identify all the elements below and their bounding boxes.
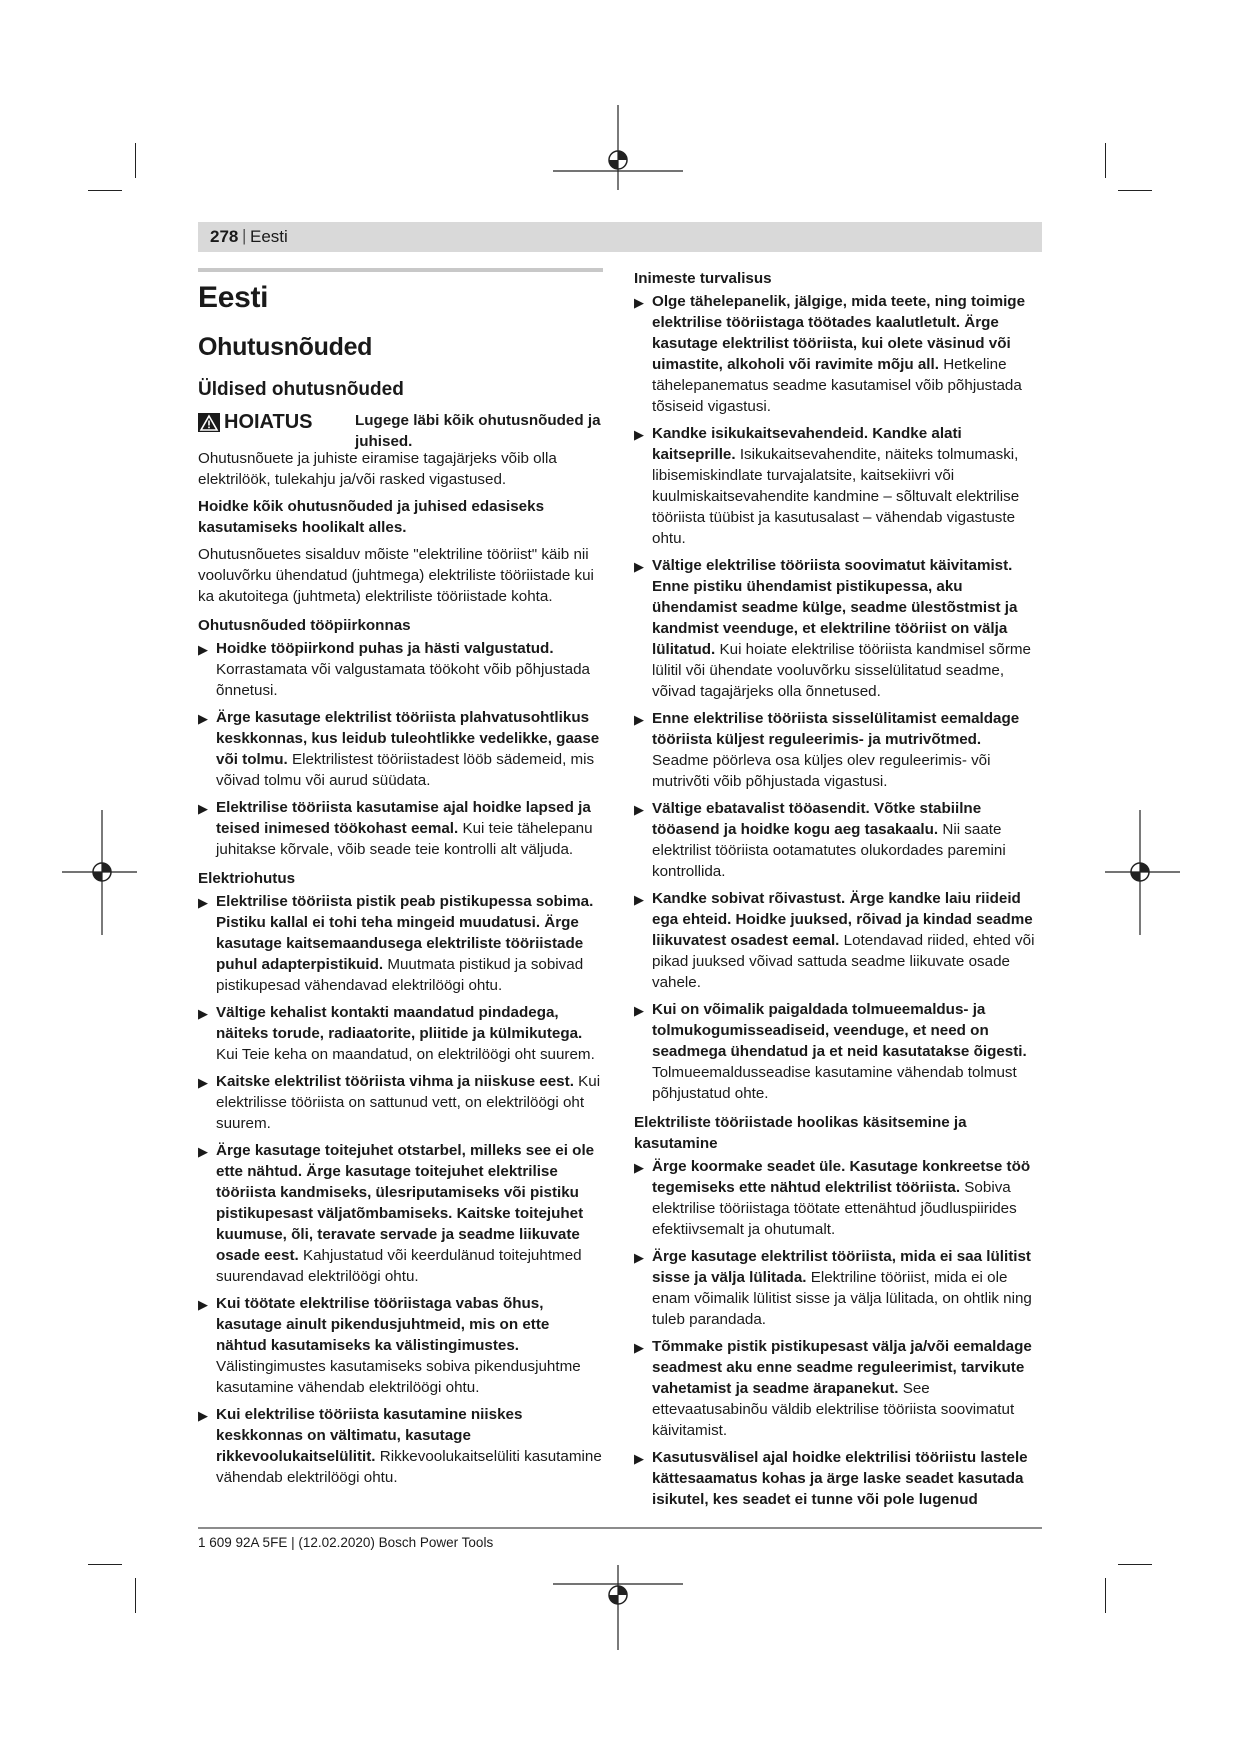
list-item — [198, 891, 603, 996]
list-item — [198, 638, 603, 701]
people-heading: Inimeste turvalisus — [634, 270, 772, 287]
item-bold: Kui on võimalik paigaldada tolmueemaldus- ja tolmukogumisseadiseid, veenduge, et need on seadmega ühendatud ja et neid kasutatakse õigesti. — [652, 1001, 1027, 1060]
triangle-bullet-icon: ▶ — [634, 1003, 644, 1018]
triangle-bullet-icon: ▶ — [634, 802, 644, 817]
definition-paragraph: Ohutusnõuetes sisalduv mõiste "elektriline tööriist" käib nii vooluvõrku ühendatud (juhtmega) elektriliste tööriistade kui ka akutoitega (juhtmeta) elektriliste tööriistade kohta. — [198, 546, 594, 605]
list-item — [198, 1293, 603, 1398]
list-item — [198, 797, 603, 860]
item-text: Kui hoiate elektrilise tööriista kandmisel sõrme lülitil või ühendate vooluvõrku sisselülitatud seadme, võivad tagajärjeks olla õnnetused. — [652, 641, 1031, 700]
page-number: 278 — [210, 227, 239, 246]
list-item — [198, 1140, 603, 1287]
item-bold: Ärge kasutage elektrilist tööriista, mida ei saa lülitist sisse ja välja lülitada. — [652, 1248, 1031, 1286]
warning-label — [198, 412, 313, 433]
list-item — [634, 888, 1040, 993]
item-text: Hetkeline tähelepanematus seadme kasutamisel võib põhjustada tõsiseid vigastusi. — [652, 356, 1022, 415]
item-bold: Kui töötate elektrilise tööriistaga vabas õhus, kasutage ainult pikendusjuhtmeid, mis on ette nähtud kasutamiseks ka välistingimustes. — [216, 1295, 550, 1354]
list-item — [634, 423, 1040, 549]
list-item — [634, 999, 1040, 1104]
item-text: Isikukaitsevahendite, näiteks tolmumaski, libisemiskindlate turvajalatsite, kaitsekiivri või kuulmiskaitsevahendite kandmine – sõltuvalt elektrilise tööriista tüübist ja kasutusalast – vähendab vigastuste ohtu. — [652, 446, 1020, 547]
item-bold: Kasutusvälisel ajal hoidke elektrilisi tööriistu lastele kättesaamatus kohas ja ärge laske seadet kasutada isikutel, kes seadet ei tunne või pole lugenud — [652, 1449, 1028, 1508]
item-text: Tolmueemaldusseadise kasutamine vähendab tolmust põhjustatud ohte. — [652, 1064, 1017, 1102]
list-item — [198, 1071, 603, 1134]
item-text: Korrastamata või valgustamata töökoht võib põhjustada õnnetusi. — [216, 661, 590, 699]
triangle-bullet-icon: ▶ — [634, 1160, 644, 1175]
triangle-bullet-icon: ▶ — [634, 892, 644, 907]
electric-list — [198, 891, 603, 1488]
crop-mark — [88, 190, 122, 191]
item-bold: Ärge koormake seadet üle. Kasutage konkreetse töö tegemiseks ette nähtud elektrilist tööriista. — [652, 1158, 1031, 1196]
warning-label-text: HOIATUS — [224, 411, 313, 433]
triangle-bullet-icon: ▶ — [198, 711, 208, 726]
item-text: Lotendavad riided, ehted või pikad juuksed võivad sattuda seadme liikuvate osade vahele. — [652, 932, 1035, 991]
triangle-bullet-icon: ▶ — [198, 1144, 208, 1159]
handling-heading: Elektriliste tööriistade hoolikas käsitsemine ja kasutamine — [634, 1114, 967, 1152]
item-bold: Olge tähelepanelik, jälgige, mida teete, ning toimige elektrilise tööriistaga töötades kaalutletult. Ärge kasutage elektrilist tööriista, kui olete väsinud või uimastite, alkoholi või ravimite mõju all. — [652, 293, 1026, 373]
crop-mark — [135, 143, 136, 178]
warning-block — [198, 410, 603, 452]
item-bold: Enne elektrilise tööriista sisselülitamist eemaldage tööriista küljest reguleerimis- ja mutrivõtmed. — [652, 710, 1020, 748]
triangle-bullet-icon: ▶ — [198, 642, 208, 657]
item-bold: Tõmmake pistik pistikupesast välja ja/või eemaldage seadmest aku enne seadme reguleerimist, tarvikute vahetamist ja seadme ärapanekut. — [652, 1338, 1032, 1397]
item-text: Välistingimustes kasutamiseks sobiva pikendusjuhtme kasutamine vähendab elektrilöögi ohtu. — [216, 1358, 581, 1396]
triangle-bullet-icon: ▶ — [198, 1297, 208, 1312]
triangle-bullet-icon: ▶ — [198, 801, 208, 816]
registration-mark-icon — [1105, 810, 1180, 935]
triangle-bullet-icon: ▶ — [634, 1340, 644, 1355]
triangle-bullet-icon: ▶ — [198, 895, 208, 910]
workplace-heading: Ohutusnõuded tööpiirkonnas — [198, 617, 411, 634]
list-item — [634, 1447, 1040, 1510]
warning-bold-text: Lugege läbi kõik ohutusnõuded ja juhised. — [355, 412, 601, 450]
item-bold: Hoidke tööpiirkond puhas ja hästi valgustatud. — [216, 640, 554, 657]
people-list — [634, 291, 1040, 1104]
page-title: Eesti — [198, 281, 269, 314]
list-item — [634, 1246, 1040, 1330]
triangle-bullet-icon: ▶ — [634, 559, 644, 574]
triangle-bullet-icon: ▶ — [198, 1408, 208, 1423]
crop-mark — [88, 1564, 122, 1565]
list-item — [634, 1336, 1040, 1441]
left-column — [198, 268, 603, 1494]
list-item — [198, 1002, 603, 1065]
workplace-list — [198, 638, 603, 860]
registration-mark-icon — [62, 810, 137, 935]
item-bold: Vältige elektrilise tööriista soovimatut käivitamist. Enne pistiku ühendamist pistikupessa, aku ühendamist seadme külge, seadme ülestõstmist ja kandmist veenduge, et elektriline tööriist on välja lülitatud. — [652, 557, 1018, 658]
header-separator: | — [242, 226, 247, 245]
item-text: See ettevaatusabinõu väldib elektrilise tööriista soovimatut käivitamist. — [652, 1380, 1015, 1439]
item-bold: Elektrilise tööriista kasutamise ajal hoidke lapsed ja teised inimesed töökohast eemal. — [216, 799, 591, 837]
crop-mark — [1105, 1578, 1106, 1613]
item-text: Sobiva elektrilise tööriistaga töötate ettenähtud jõudluspiirides efektiivsemalt ja ohutumalt. — [652, 1179, 1017, 1238]
triangle-bullet-icon: ▶ — [198, 1006, 208, 1021]
keep-instructions: Hoidke kõik ohutusnõuded ja juhised edasiseks kasutamiseks hoolikalt alles. — [198, 498, 545, 536]
warning-body: Ohutusnõuete ja juhiste eiramise tagajärjeks võib olla elektrilöök, tulekahju ja/või rasked vigastused. — [198, 450, 557, 488]
item-bold: Vältige kehalist kontakti maandatud pindadega, näiteks torude, radiaatorite, pliitide ja külmikutega. — [216, 1004, 583, 1042]
page-header — [198, 222, 1042, 252]
crop-mark — [1105, 143, 1106, 178]
list-item — [634, 708, 1040, 792]
list-item — [634, 291, 1040, 417]
footer-rule — [198, 1527, 1042, 1529]
subsection-heading: Üldised ohutusnõuded — [198, 379, 404, 400]
item-text: Elektrilistest tööriistadest lööb sädemeid, mis võivad tolmu või aurud süüdata. — [216, 751, 595, 789]
list-item — [634, 798, 1040, 882]
item-bold: Kandke sobivat rõivastust. Ärge kandke laiu riideid ega ehteid. Hoidke juuksed, rõivad ja kindad seadme liikuvatest osadest eemal. — [652, 890, 1033, 949]
item-text: Elektriline tööriist, mida ei ole enam võimalik lülitist sisse ja välja lülitada, on ohtlik ning tuleb parandada. — [652, 1269, 1032, 1328]
triangle-bullet-icon: ▶ — [634, 427, 644, 442]
list-item — [198, 1404, 603, 1488]
crop-mark — [1118, 190, 1152, 191]
item-bold: Ärge kasutage toitejuhet otstarbel, milleks see ei ole ette nähtud. Ärge kasutage toitejuhet elektrilise tööriista kandmiseks, ülesriputamiseks või pistiku pistikupesast väljatõmbamiseks. Kaitske toitejuhet kuumuse, õli, teravate servade ja seadme liikuvate osade eest. — [216, 1142, 595, 1264]
item-text: Kui Teie keha on maandatud, on elektrilöögi oht suurem. — [216, 1046, 595, 1063]
header-language: Eesti — [250, 227, 288, 246]
crop-mark — [1118, 1564, 1152, 1565]
item-text: Kui elektrilisse tööriista on sattunud vett, on elektrilöögi oht suurem. — [216, 1073, 601, 1132]
item-text: Nii saate elektrilist tööriista ootamatutes olukordades paremini kontrollida. — [652, 821, 1006, 880]
triangle-bullet-icon: ▶ — [198, 1075, 208, 1090]
warning-triangle-icon — [198, 413, 220, 432]
item-text: Rikkevoolukaitselüliti kasutamine vähendab elektrilöögi ohtu. — [216, 1448, 602, 1486]
item-bold: Elektrilise tööriista pistik peab pistikupessa sobima. Pistiku kallal ei tohi teha mingeid muudatusi. Ärge kasutage kaitsemaandusega elektriliste tööriistade puhul adapterpistikuid. — [216, 893, 594, 973]
triangle-bullet-icon: ▶ — [634, 712, 644, 727]
registration-mark-icon — [553, 1565, 683, 1650]
list-item — [198, 707, 603, 791]
triangle-bullet-icon: ▶ — [634, 1451, 644, 1466]
item-text: Seadme pöörleva osa küljes olev reguleerimis- või mutrivõti võib põhjustada vigastusi. — [652, 752, 991, 790]
crop-mark — [135, 1578, 136, 1613]
page-footer: 1 609 92A 5FE | (12.02.2020) Bosch Power Tools — [198, 1535, 494, 1550]
item-bold: Kaitske elektrilist tööriista vihma ja niiskuse eest. — [216, 1073, 574, 1090]
triangle-bullet-icon: ▶ — [634, 295, 644, 310]
item-bold: Ärge kasutage elektrilist tööriista plahvatusohtlikus keskkonnas, kus leidub tuleohtlikke vedelikke, gaase või tolmu. — [216, 709, 600, 768]
warning-intro — [355, 410, 603, 452]
electric-heading: Elektriohutus — [198, 870, 296, 887]
item-text: Kahjustatud või keerdulänud toitejuhtmed suurendavad elektrilöögi ohtu. — [216, 1247, 582, 1285]
list-item — [634, 1156, 1040, 1240]
item-bold: Kui elektrilise tööriista kasutamine niiskes keskkonnas on vältimatu, kasutage rikkevoolukaitselülitit. — [216, 1406, 523, 1465]
item-text: Kui teie tähelepanu juhitakse kõrvale, võib seade teie kontrolli alt väljuda. — [216, 820, 593, 858]
registration-mark-icon — [553, 105, 683, 190]
handling-list — [634, 1156, 1040, 1510]
section-heading: Ohutusnõuded — [198, 333, 373, 361]
list-item — [634, 555, 1040, 702]
right-column — [634, 268, 1040, 1516]
triangle-bullet-icon: ▶ — [634, 1250, 644, 1265]
item-bold: Kandke isikukaitsevahendeid. Kandke alati kaitseprille. — [652, 425, 962, 463]
item-text: Muutmata pistikud ja sobivad pistikupesad vähendavad elektrilöögi ohtu. — [216, 956, 584, 994]
item-bold: Vältige ebatavalist tööasendit. Võtke stabiilne tööasend ja hoidke kogu aeg tasakaalu. — [652, 800, 982, 838]
